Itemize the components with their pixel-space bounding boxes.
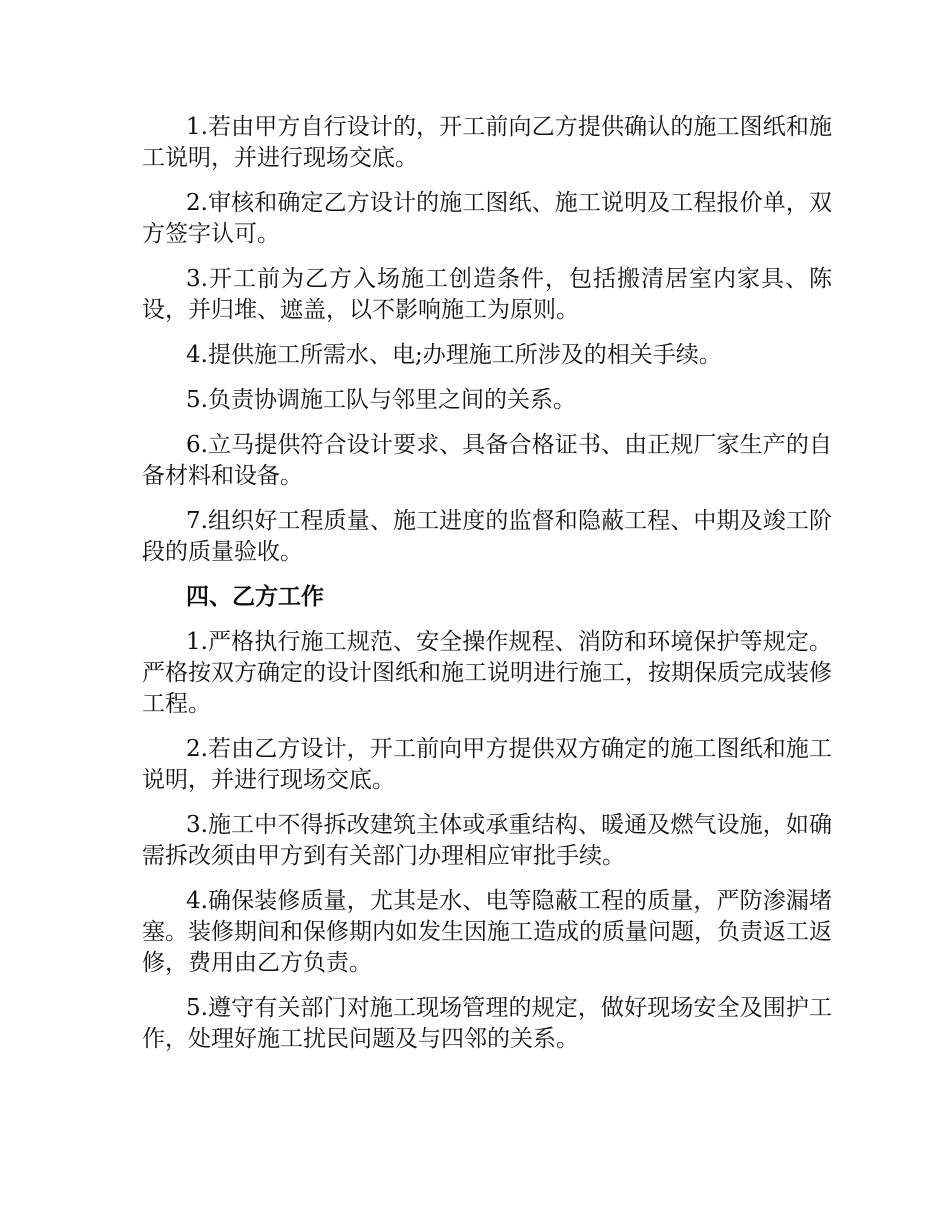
section4-item-2: 2.若由乙方设计，开工前向甲方提供双方确定的施工图纸和施工说明，并进行现场交底。 — [142, 736, 832, 793]
section3-item-7: 7.组织好工程质量、施工进度的监督和隐蔽工程、中期及竣工阶段的质量验收。 — [142, 508, 832, 565]
section4-item-4: 4.确保装修质量，尤其是水、电等隐蔽工程的质量，严防渗漏堵塞。装修期间和保修期内如发生因施工造成的质量问题，负责返工返修，费用由乙方负责。 — [142, 888, 832, 976]
section3-item-1: 1.若由甲方自行设计的，开工前向乙方提供确认的施工图纸和施工说明，并进行现场交底。 — [142, 114, 832, 171]
section4-item-3: 3.施工中不得拆改建筑主体或承重结构、暖通及燃气设施，如确需拆改须由甲方到有关部门办理相应审批手续。 — [142, 812, 832, 869]
document-page — [142, 112, 832, 1069]
section3-item-5: 5.负责协调施工队与邻里之间的关系。 — [186, 387, 576, 413]
section4-item-5: 5.遵守有关部门对施工现场管理的规定，做好现场安全及围护工作，处理好施工扰民问题及与四邻的关系。 — [142, 995, 832, 1052]
section3-item-4: 4.提供施工所需水、电;办理施工所涉及的相关手续。 — [186, 342, 722, 368]
section3-item-2: 2.审核和确定乙方设计的施工图纸、施工说明及工程报价单，双方签字认可。 — [142, 190, 832, 247]
section4-heading: 四、乙方工作 — [186, 584, 324, 610]
section3-item-6: 6.立马提供符合设计要求、具备合格证书、由正规厂家生产的自备材料和设备。 — [142, 432, 832, 489]
section4-item-1: 1.严格执行施工规范、安全操作规程、消防和环境保护等规定。严格按双方确定的设计图纸和施工说明进行施工，按期保质完成装修工程。 — [142, 629, 832, 717]
section3-item-3: 3.开工前为乙方入场施工创造条件，包括搬清居室内家具、陈设，并归堆、遮盖，以不影响施工为原则。 — [142, 266, 832, 323]
